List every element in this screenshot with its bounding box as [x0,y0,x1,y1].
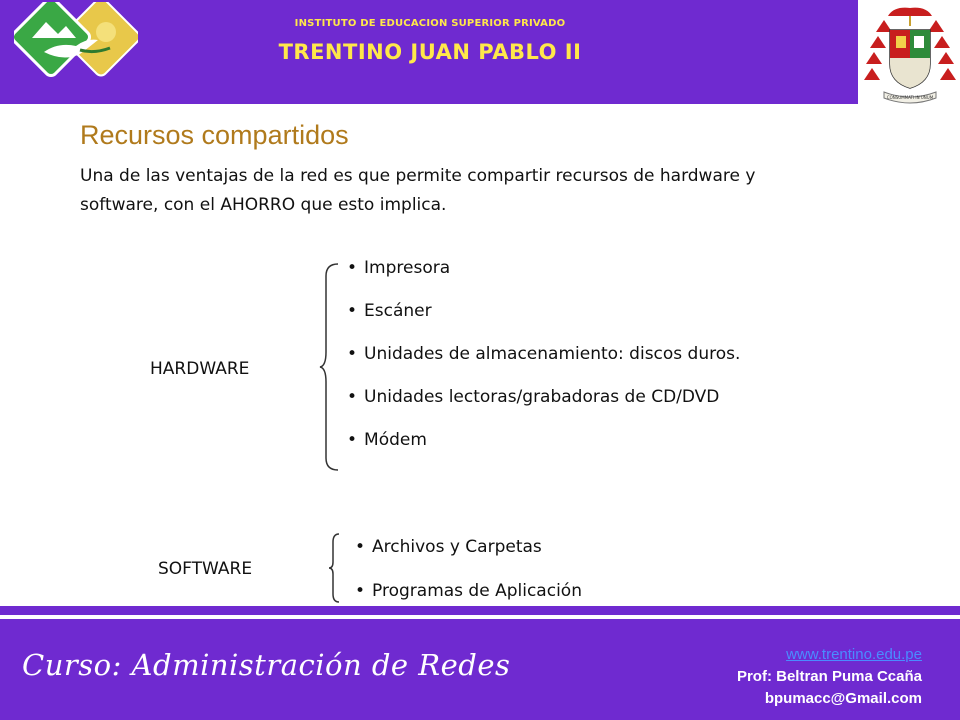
school-name: TRENTINO JUAN PABLO II [278,40,582,64]
footer-contact [737,644,922,710]
hardware-brace [318,262,340,472]
list-item: • Escáner [347,297,740,340]
footer-divider [0,615,960,619]
dove-mountain-logo-icon [14,2,138,84]
crest-panel [858,0,960,112]
website-link[interactable]: www.trentino.edu.pe [786,646,922,663]
list-item: • Unidades lectoras/grabadoras de CD/DVD [347,383,740,426]
cardinal-coat-of-arms-icon [864,2,956,110]
software-label: SOFTWARE [158,559,253,579]
list-item: • Archivos y Carpetas [355,533,582,577]
crest-motto: CONSUMMATI IN UNUM [886,95,934,100]
hardware-label: HARDWARE [150,359,250,379]
header-divider [0,104,960,112]
course-title: Curso: Administración de Redes [22,648,511,682]
header-bar [0,0,960,112]
list-item: • Programas de Aplicación [355,577,582,621]
list-item: • Módem [347,426,740,469]
list-item: • Unidades de almacenamiento: discos duros. [347,340,740,383]
professor-name: Prof: Beltran Puma Ccaña [736,668,922,685]
slide-title: Recursos compartidos [80,120,349,150]
intro-paragraph: Una de las ventajas de la red es que permite compartir recursos de hardware y software, con el AHORRO que esto implica. [80,166,756,215]
list-item: • Impresora [347,254,740,297]
software-brace [327,532,341,604]
institute-name: INSTITUTO DE EDUCACION SUPERIOR PRIVADO [294,18,566,29]
hardware-list [347,254,740,469]
email-address: bpumacc@Gmail.com [764,690,922,707]
